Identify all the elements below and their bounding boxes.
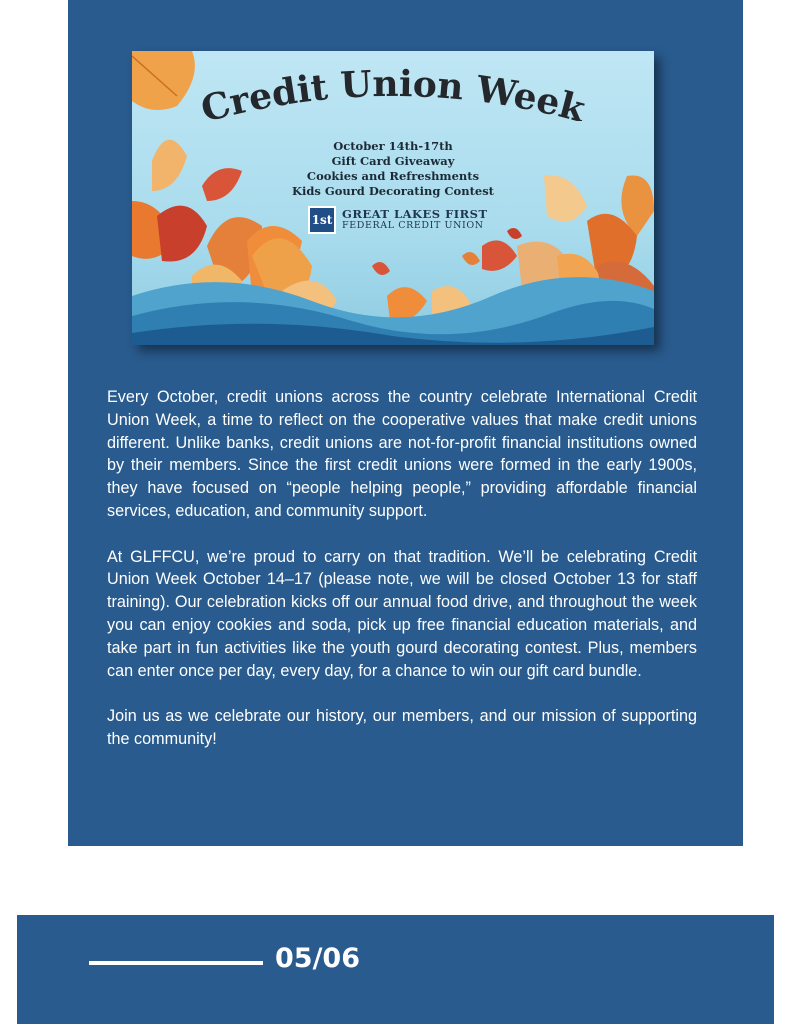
banner-giveaway: Gift Card Giveaway bbox=[331, 154, 455, 168]
article-paragraph-2: At GLFFCU, we’re proud to carry on that tradition. We’ll be celebrating Credit Union Week October 14–17 (please note, we will be closed October 13 for staff training). Our celebration kicks off our annual food drive, and throughout the week you can enjoy cookies and soda, pick up free financial education materials, and take part in fun activities like the youth gourd decorating contest. Plus, members can enter once per day, every day, for a chance to win our gift card bundle. bbox=[107, 547, 697, 680]
banner-contest: Kids Gourd Decorating Contest bbox=[292, 184, 494, 198]
page-number: 05/06 bbox=[275, 943, 361, 974]
credit-union-week-banner bbox=[132, 51, 654, 345]
logo-subtitle: FEDERAL CREDIT UNION bbox=[342, 220, 484, 231]
svg-text:Credit Union Week bbox=[197, 63, 591, 121]
glffcu-logo bbox=[308, 205, 488, 235]
footer-divider bbox=[89, 961, 263, 965]
article-body bbox=[107, 386, 697, 774]
logo-name: GREAT LAKES FIRST bbox=[342, 207, 488, 221]
article-paragraph-3: Join us as we celebrate our history, our members, and our mission of supporting the community! bbox=[107, 707, 697, 748]
banner-title: Credit Union Week bbox=[196, 62, 590, 121]
banner-dates: October 14th-17th bbox=[333, 139, 453, 153]
page-footer bbox=[17, 915, 774, 1024]
logo-mark: 1st bbox=[308, 206, 336, 234]
banner-refreshments: Cookies and Refreshments bbox=[306, 169, 480, 183]
banner-event-details bbox=[232, 139, 554, 199]
banner-title-graphic bbox=[132, 51, 654, 121]
article-paragraph-1: Every October, credit unions across the country celebrate International Credit Union Week, a time to reflect on the cooperative values that make credit unions different. Unlike banks, credit unions are not-for-profit financial institutions owned by their members. Since the first credit unions were formed in the early 1900s, they have focused on “people helping people,” providing affordable financial services, education, and community support. bbox=[107, 388, 697, 520]
